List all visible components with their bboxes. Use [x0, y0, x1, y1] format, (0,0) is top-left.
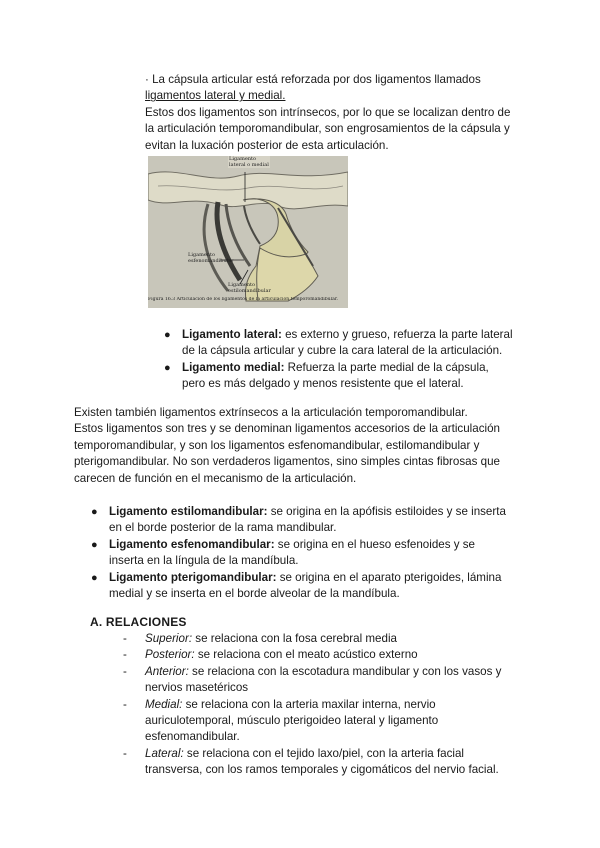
dash-marker: -	[123, 664, 127, 678]
intro-line-3: Estos dos ligamentos son intrínsecos, por lo que se localizan dentro de	[145, 105, 511, 119]
intro-line-1: · La cápsula articular está reforzada por dos ligamentos llamados	[145, 73, 481, 86]
list-item: - Lateral: se relaciona con el tejido laxo/piel, con la arteria facial	[145, 746, 565, 762]
figure-caption: Figura 16.3 Articulación de los ligamentos de la articulación temporomandibular.	[148, 297, 338, 302]
intro-line-5: evitan la luxación posterior de esta articulación.	[145, 138, 389, 152]
dash-marker: -	[123, 697, 127, 711]
label-lateral-medial: Ligamento lateral o medial	[229, 156, 269, 168]
list-item: - Posterior: se relaciona con el meato acústico externo	[145, 647, 565, 663]
dash-marker: -	[123, 746, 127, 760]
list-item: ● Ligamento medial: Refuerza la parte medial de la cápsula,	[182, 360, 582, 376]
relaciones-list: - Superior: se relaciona con la fosa cerebral media - Posterior: se relaciona con el meato acústico externo - Anterior: se relaciona con la escotadura mandibular y con los vasos y nervios masetéricos - Medial: se relaciona con la arteria maxilar interna, nervio auriculotemporal, músculo pterigoideo lateral y ligamento esfenomandibular. - Lateral: se relaciona con el tejido laxo/piel, con la arteria facial transversa, con los ramos temporales y cigomáticos del nervio facial.	[145, 631, 565, 779]
list-item: ● Ligamento esfenomandibular: se origina en el hueso esfenoides y se	[109, 537, 549, 553]
list-item: ● Ligamento pterigomandibular: se origina en el aparato pterigoides, lámina	[109, 570, 549, 586]
label-esfenomandibular: Ligamento esfenomandibular	[188, 252, 234, 264]
extrinsic-list: ● Ligamento estilomandibular: se origina en la apófisis estiloides y se inserta en el borde posterior de la rama mandibular. ● Ligamento esfenomandibular: se origina en el hueso esfenoides y se inserta en la língula de la mandíbula. ● Ligamento pterigomandibular: se origina en el aparato pterigoides, lámina medial y se inserta en el borde alveolar de la mandíbula.	[109, 504, 549, 602]
list-item: ● Ligamento lateral: es externo y grueso, refuerza la parte lateral	[182, 327, 582, 343]
dash-marker: -	[123, 648, 127, 662]
bullet-icon: ●	[164, 329, 171, 341]
ligament-figure	[148, 156, 348, 308]
intro-paragraph	[145, 72, 565, 154]
bullet-icon: ●	[91, 506, 98, 518]
list-item: - Anterior: se relaciona con la escotadura mandibular y con los vasos y	[145, 664, 565, 680]
list-item: - Superior: se relaciona con la fosa cerebral media	[145, 631, 565, 647]
bullet-icon: ●	[91, 538, 98, 551]
list-item: ● Ligamento estilomandibular: se origina en la apófisis estiloides y se inserta	[109, 504, 549, 520]
intro-line-4: la articulación temporomandibular, son engrosamientos de la cápsula y	[145, 122, 510, 136]
intro-line-2-underlined: ligamentos lateral y medial.	[145, 89, 286, 103]
label-estilomandibular: Ligamento estilomandibular	[228, 282, 271, 294]
dash-marker: -	[123, 632, 127, 645]
bullet-icon: ●	[164, 361, 171, 374]
extrinsic-paragraph: Existen también ligamentos extrínsecos a la articulación temporomandibular. Estos ligamentos son tres y se denominan ligamentos accesorios de la articulación temporomandibular, y son los ligamentos esfenomandibular, estilomandibular y pterigomandibular. No son verdaderos ligamentos, sino simples cintas fibrosas que carecen de función en el mecanismo de la articulación.	[74, 406, 500, 485]
bullet-icon: ●	[91, 571, 98, 584]
section-heading-relaciones: A. RELACIONES	[90, 615, 187, 629]
list-item: - Medial: se relaciona con la arteria maxilar interna, nervio	[145, 697, 565, 713]
intrinsic-list: ● Ligamento lateral: es externo y grueso, refuerza la parte lateral de la cápsula articular y cubre la cara lateral de la articulación. ● Ligamento medial: Refuerza la parte medial de la cápsula, pero es más delgado y menos resistente que el lateral.	[182, 327, 582, 393]
